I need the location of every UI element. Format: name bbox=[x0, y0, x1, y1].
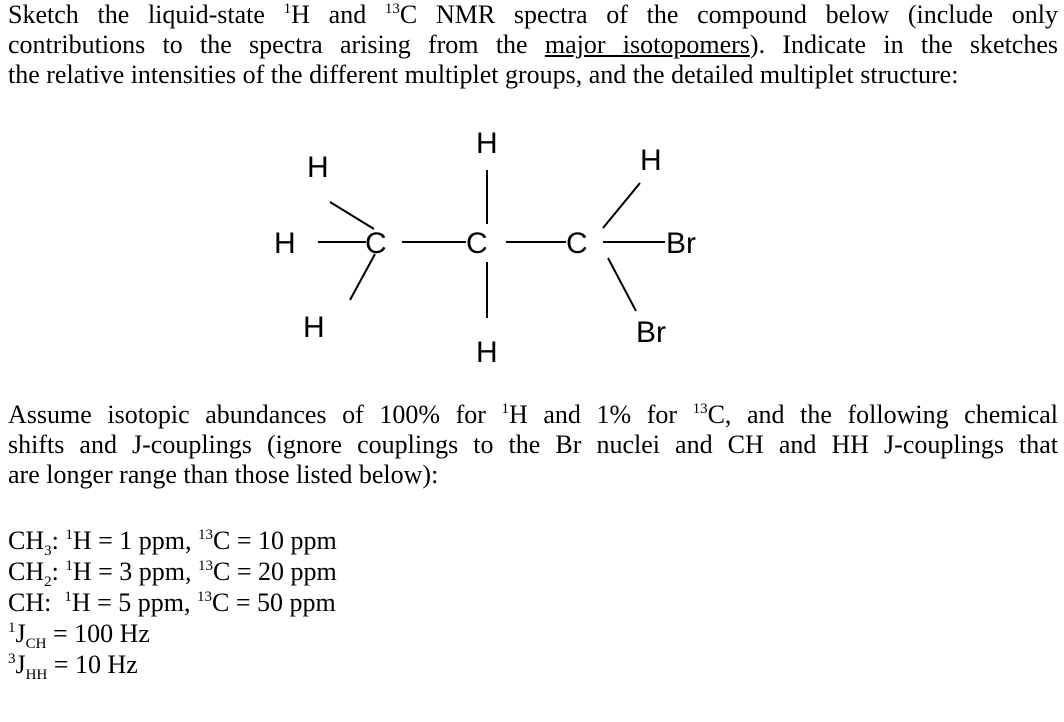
assumptions-line-1: Assume isotopic abundances of 100% for $^1$H and 1% for $^{13}$C, and the following chemical bbox=[8, 400, 1058, 429]
assumptions-line-2: shifts and J-couplings (ignore couplings to the Br nuclei and CH and HH J-couplings that bbox=[8, 430, 1058, 459]
assumptions-line-3: are longer range than those listed below): bbox=[8, 460, 439, 489]
question-line-3: the relative intensities of the different multiplet groups, and the detailed multiplet structure: bbox=[8, 60, 959, 89]
atom-h-top-left: H bbox=[307, 151, 329, 184]
bond-c3-br-bottom bbox=[608, 258, 636, 311]
atom-c1: C bbox=[365, 227, 387, 260]
bond-c1-h-bottom-left bbox=[350, 254, 375, 300]
param-jhh: $^3J_{HH} = 10$ Hz bbox=[8, 650, 138, 683]
atom-h-bottom-middle: H bbox=[476, 336, 498, 369]
atom-h-bottom-left: H bbox=[303, 311, 325, 344]
question-line-1: Sketch the liquid-state $^1$H and $^{13}$C NMR spectra of the compound below (include only bbox=[8, 0, 1058, 29]
bond-c1-h-top-left bbox=[330, 202, 374, 229]
bond-c3-h-top-right bbox=[603, 183, 640, 228]
param-jch: $^1J_{CH} = 100$ Hz bbox=[8, 619, 150, 652]
question-line-2: contributions to the spectra arising from the major isotopomers). Indicate in the sketches bbox=[8, 30, 1059, 59]
atom-c3: C bbox=[566, 227, 588, 260]
atom-br-right: Br bbox=[666, 227, 696, 260]
param-ch2: $CH_2$: $^1$H = 3 ppm, $^{13}$C = 20 ppm bbox=[8, 557, 337, 590]
atom-h-left: H bbox=[274, 227, 296, 260]
major-isotopomers-text: major isotopomers bbox=[544, 30, 750, 59]
assumptions-paragraph bbox=[8, 400, 1058, 490]
param-ch: CH: $^1$H = 5 ppm, $^{13}$C = 50 ppm bbox=[8, 588, 336, 617]
atom-h-top-right: H bbox=[640, 144, 662, 177]
atom-c2: C bbox=[466, 227, 488, 260]
parameter-list bbox=[8, 525, 337, 683]
atom-h-top-middle: H bbox=[476, 127, 498, 160]
atom-br-bottom: Br bbox=[636, 316, 666, 349]
param-ch3: $CH_3$: $^1$H = 1 ppm, $^{13}$C = 10 ppm bbox=[8, 526, 337, 559]
